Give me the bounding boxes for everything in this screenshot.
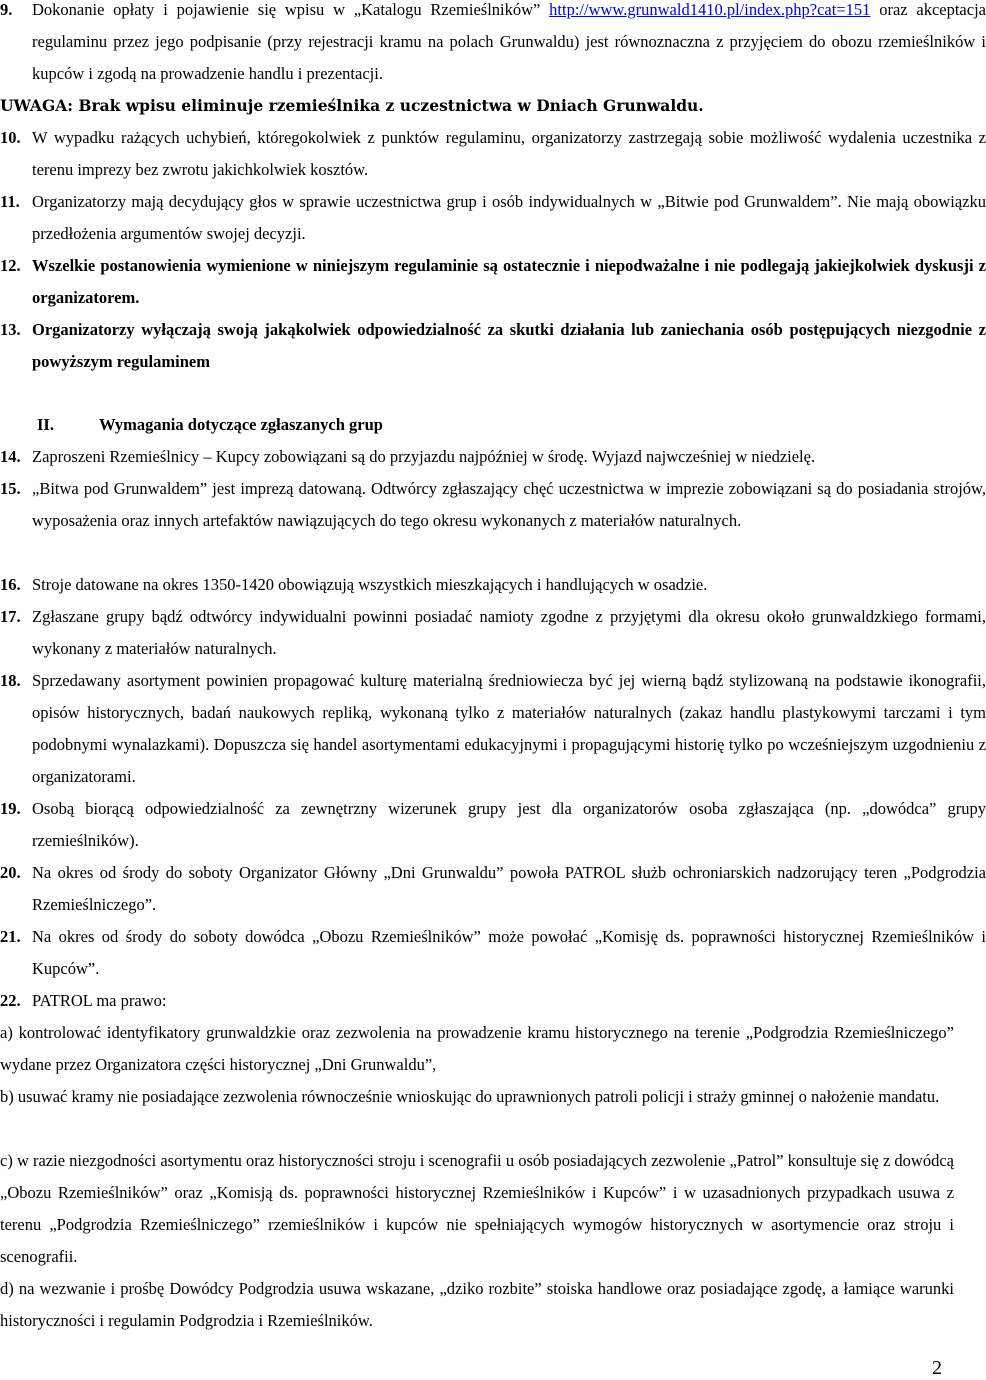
item-text: Na okres od środy do soboty dowódca „Obozu Rzemieślników” może powołać „Komisję ds. poprawności historycznej Rzemieślników i Kupców”. xyxy=(32,927,986,978)
subitem-c: c) w razie niezgodności asortymentu oraz historyczności stroju i scenografii u osób posiadających zezwolenie „Patrol” konsultuje się z dowódcą „Obozu Rzemieślników” oraz „Komisją ds. poprawności historycznej Rzemieślników i Kupców” i w uzasadnionych przypadkach usuwa z terenu „Podgrodzia Rzemieślniczego” rzemieślników i kupców nie spełniających wymogów historycznych w asortymencie oraz stroju i scenografii. xyxy=(0,1151,954,1266)
item-10 xyxy=(0,122,986,186)
item-number: 13. xyxy=(0,320,21,339)
item-text: PATROL ma prawo: xyxy=(32,991,167,1010)
item-text-pre: Dokonanie opłaty i pojawienie się wpisu w „Katalogu Rzemieślników” xyxy=(32,0,550,19)
item-text: Na okres od środy do soboty Organizator Główny „Dni Grunwaldu” powoła PATROL służb ochroniarskich nadzorujący teren „Podgrodzia Rzemieślniczego”. xyxy=(32,863,986,914)
item-text: Sprzedawany asortyment powinien propagować kulturę materialną średniowiecza być jej wierną bądź stylizowaną na podstawie ikonografii, opisów historycznych, badań naukowych repliką, wykonaną tylko z materiałów naturalnych (zakaz handlu plastykowymi tarczami i tym podobnymi wynalazkami). Dopuszcza się handel asortymentami edukacyjnymi i propagującymi historię tylko po wcześniejszym uzgodnieniu z organizatorami. xyxy=(32,671,986,786)
item-number: 19. xyxy=(0,799,21,818)
item-text-post: oraz akceptacja regulaminu przez jego podpisanie (przy rejestracji kramu na polach Grunwaldu) jest równoznaczna z przyjęciem do obozu rzemieślników i kupców i zgodą na prowadzenie handlu i prezentacji. xyxy=(32,0,986,83)
item-number: 21. xyxy=(0,927,21,946)
item-16 xyxy=(0,569,986,601)
item-21 xyxy=(0,921,986,985)
catalog-link[interactable]: http://www.grunwald1410.pl/index.php?cat=151 xyxy=(549,0,871,19)
item-number: 12. xyxy=(0,256,21,275)
subitem-d: d) na wezwanie i prośbę Dowódcy Podgrodzia usuwa wskazane, „dziko rozbite” stoiska handlowe oraz posiadające zgodę, a łamiące warunki historyczności i regulamin Podgrodzia i Rzemieślników. xyxy=(0,1279,954,1330)
item-12 xyxy=(0,250,986,314)
item-text: Zgłaszane grupy bądź odtwórcy indywidualni powinni posiadać namioty zgodne z przyjętymi dla okresu około grunwaldzkiego formami, wykonany z materiałów naturalnych. xyxy=(32,607,986,658)
item-19 xyxy=(0,793,986,857)
section-number: II. xyxy=(37,415,54,434)
item-text: „Bitwa pod Grunwaldem” jest imprezą datowaną. Odtwórcy zgłaszający chęć uczestnictwa w imprezie zobowiązani są do posiadania strojów, wyposażenia oraz innych artefaktów nawiązujących do tego okresu wykonanych z materiałów naturalnych. xyxy=(32,479,986,530)
item-22 xyxy=(0,985,986,1017)
item-text: Organizatorzy mają decydujący głos w sprawie uczestnictwa grup i osób indywidualnych w „Bitwie pod Grunwaldem”. Nie mają obowiązku przedłożenia argumentów swojej decyzji. xyxy=(32,192,986,243)
item-13 xyxy=(0,314,986,378)
item-number: 20. xyxy=(0,863,21,882)
item-number: 16. xyxy=(0,575,21,594)
item-14 xyxy=(0,441,986,473)
item-number: 22. xyxy=(0,991,21,1010)
item-text: W wypadku rażących uchybień, któregokolwiek z punktów regulaminu, organizatorzy zastrzegają sobie możliwość wydalenia uczestnika z terenu imprezy bez zwrotu jakichkolwiek kosztów. xyxy=(32,128,986,179)
section-heading xyxy=(37,409,383,441)
item-number: 10. xyxy=(0,128,21,147)
item-number: 14. xyxy=(0,447,21,466)
item-number: 18. xyxy=(0,671,21,690)
item-text: Osobą biorącą odpowiedzialność za zewnętrzny wizerunek grupy jest dla organizatorów osoba zgłaszająca (np. „dowódca” grupy rzemieślników). xyxy=(32,799,986,850)
item-text: Stroje datowane na okres 1350-1420 obowiązują wszystkich mieszkających i handlujących w osadzie. xyxy=(32,575,708,594)
section-title: Wymagania dotyczące zgłaszanych grup xyxy=(99,415,383,434)
item-11 xyxy=(0,186,986,250)
item-number: 11. xyxy=(0,192,20,211)
item-15 xyxy=(0,473,986,537)
item-number: 15. xyxy=(0,479,21,498)
item-number: 9. xyxy=(0,0,13,19)
item-text: Wszelkie postanowienia wymienione w niniejszym regulaminie są ostatecznie i niepodważalne i nie podlegają jakiejkolwiek dyskusji z organizatorem. xyxy=(32,256,986,307)
item-text: Organizatorzy wyłączają swoją jakąkolwiek odpowiedzialność za skutki działania lub zaniechania osób postępujących niezgodnie z powyższym regulaminem xyxy=(32,320,986,371)
item-18 xyxy=(0,665,986,793)
subitem-b: b) usuwać kramy nie posiadające zezwolenia równocześnie wnioskując do uprawnionych patroli policji i straży gminnej o nałożenie mandatu. xyxy=(0,1087,940,1106)
item-text: Zaproszeni Rzemieślnicy – Kupcy zobowiązani są do przyjazdu najpóźniej w środę. Wyjazd najwcześniej w niedzielę. xyxy=(32,447,816,466)
warning-note: UWAGA: Brak wpisu eliminuje rzemieślnika z uczestnictwa w Dniach Grunwaldu. xyxy=(0,96,704,115)
item-number: 17. xyxy=(0,607,21,626)
subitem-a: a) kontrolować identyfikatory grunwaldzkie oraz zezwolenia na prowadzenie kramu historycznego na terenie „Podgrodzia Rzemieślniczego” wydane przez Organizatora części historycznej „Dni Grunwaldu”, xyxy=(0,1023,954,1074)
page-number: 2 xyxy=(932,1357,942,1379)
item-20 xyxy=(0,857,986,921)
item-9 xyxy=(0,0,986,90)
item-17 xyxy=(0,601,986,665)
